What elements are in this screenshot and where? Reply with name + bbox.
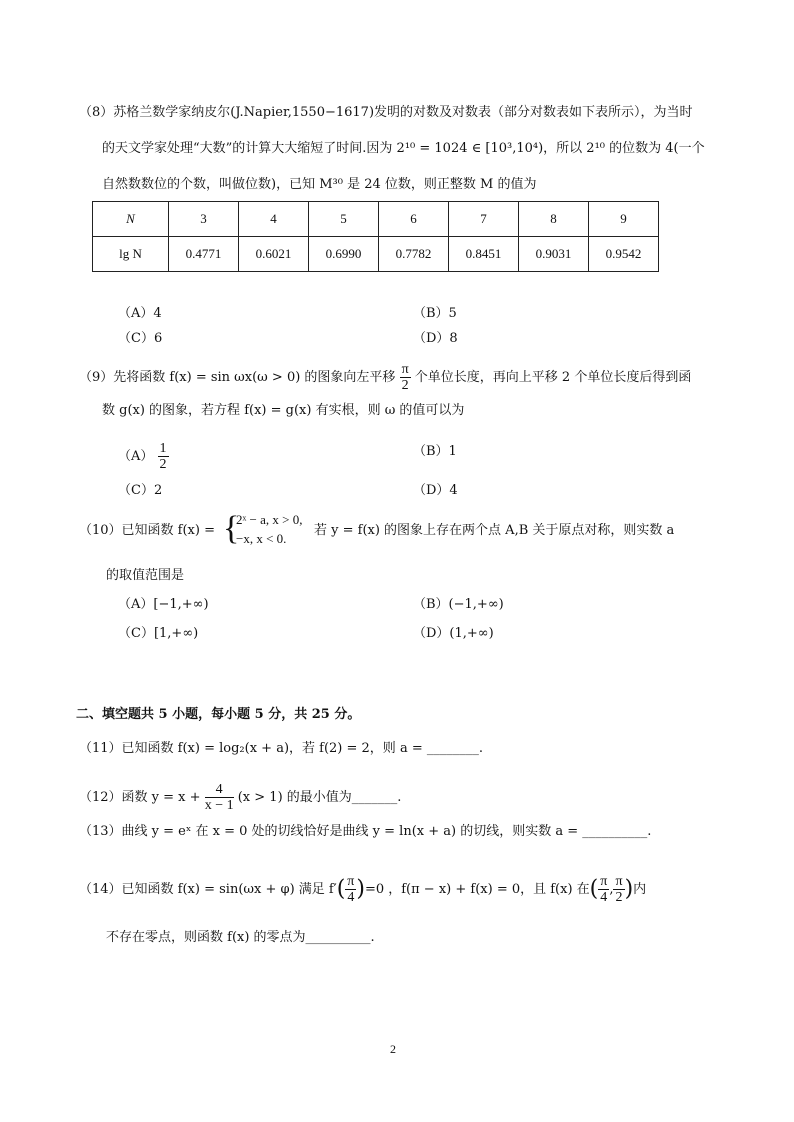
q10-case1: 2ˣ − a, x > 0,: [236, 512, 303, 527]
fraction-numerator: 4: [205, 782, 234, 798]
q14-line1: （14）已知函数 f(x) = sin(ωx + φ) 满足 f′( $\frac{\pi}{4}$ )=0 ，f(π − x) + f(x) = 0，且 f(x) 在( $\frac{\pi}{4}$ , $\frac{\pi}{2}$ )内: [79, 874, 647, 905]
table-cell: 4: [239, 202, 309, 237]
q9-text-a: （9）先将函数 f(x) = sin ωx(ω > 0) 的图象向左平移: [79, 370, 396, 385]
q10-case2: −x, x < 0.: [236, 531, 287, 546]
table-cell: N: [93, 202, 169, 237]
q8-option-b: （B）5: [413, 306, 457, 321]
table-cell: 0.6990: [309, 237, 379, 272]
table-row: [93, 202, 659, 237]
table-cell: 7: [449, 202, 519, 237]
q10-line2: 的取值范围是: [106, 568, 185, 583]
fraction-numerator: π: [347, 874, 355, 889]
table-cell: 9: [589, 202, 659, 237]
q10-option-d: （D）(1,+∞): [413, 626, 494, 641]
q10-option-c: （C）[1,+∞): [118, 626, 199, 641]
fraction-numerator: π: [401, 362, 409, 377]
table-cell: 0.6021: [239, 237, 309, 272]
q8-line3: 自然数数位的个数，叫做位数)，已知 M³⁰ 是 24 位数，则正整数 M 的值为: [102, 177, 537, 192]
q14-fraction-3: [613, 874, 624, 905]
fraction-denominator: 2: [401, 378, 409, 393]
q9-option-a: [118, 441, 169, 472]
page-number: 2: [390, 1042, 396, 1056]
q12-fraction: [205, 782, 234, 813]
q14-line2: 不存在零点，则函数 f(x) 的零点为__________.: [106, 930, 375, 945]
paren-right: ): [624, 876, 634, 902]
table-cell: 0.4771: [169, 237, 239, 272]
q12: [79, 782, 401, 813]
q8-option-a: （A）4: [118, 306, 162, 321]
table-cell: 6: [379, 202, 449, 237]
q9-fraction: [400, 362, 411, 393]
q8-line1: （8）苏格兰数学家纳皮尔(J.Napier,1550−1617)发明的对数及对数表（部分对数表如下表所示），为当时: [79, 105, 693, 120]
table-cell: 0.9542: [589, 237, 659, 272]
piecewise-brace: {: [223, 510, 240, 547]
log-table: [92, 201, 659, 272]
paren-right: ): [356, 876, 365, 902]
q8-line2: 的天文学家处理“大数”的计算大大缩短了时间.因为 2¹⁰ = 1024 ∈ [10³,10⁴)，所以 2¹⁰ 的位数为 4(一个: [102, 141, 705, 156]
table-cell: 3: [169, 202, 239, 237]
q9-option-d: （D）4: [413, 483, 458, 498]
q9-option-a-fraction: [158, 441, 169, 472]
table-cell: 0.7782: [379, 237, 449, 272]
q14-text-a: （14）已知函数 f(x) = sin(ωx + φ) 满足 f′: [79, 882, 337, 897]
table-cell: 0.9031: [519, 237, 589, 272]
fraction-denominator: 4: [600, 890, 608, 905]
fraction-numerator: π: [600, 874, 608, 889]
q11: （11）已知函数 f(x) = log₂(x + a)，若 f(2) = 2，则 a = ________.: [79, 741, 483, 756]
table-row: [93, 237, 659, 272]
paren-left: (: [589, 876, 599, 902]
q10-option-b: （B）(−1,+∞): [413, 597, 504, 612]
q9-option-c: （C）2: [118, 483, 163, 498]
fraction-denominator: 2: [159, 457, 167, 472]
fraction-numerator: 1: [159, 441, 167, 456]
table-cell: 0.8451: [449, 237, 519, 272]
fraction-denominator: x − 1: [204, 798, 234, 813]
table-cell: 8: [519, 202, 589, 237]
table-cell: lg N: [93, 237, 169, 272]
q8-option-d: （D）8: [413, 331, 458, 346]
q12-text-a: （12）函数 y = x +: [79, 790, 201, 805]
fraction-denominator: 4: [347, 890, 355, 905]
q9-option-b: （B）1: [413, 444, 457, 459]
q9-option-a-label: （A）: [118, 449, 154, 464]
q14-text-b: =0 ，f(π − x) + f(x) = 0，且 f(x) 在: [364, 882, 590, 897]
q9-text-b: 个单位长度，再向上平移 2 个单位长度后得到函: [414, 370, 692, 385]
fraction-denominator: 2: [615, 890, 623, 905]
q10-text-a: （10）已知函数 f(x) =: [79, 523, 215, 538]
q14-fraction-2: [598, 874, 609, 905]
section-heading: 二、填空题共 5 小题，每小题 5 分，共 25 分。: [76, 707, 361, 722]
q12-text-b: (x > 1) 的最小值为_______.: [237, 790, 402, 805]
q14-text-c: 内: [633, 882, 647, 897]
q9-line1: [79, 362, 691, 393]
q14-fraction-1: [345, 874, 356, 905]
fraction-numerator: π: [615, 874, 623, 889]
q10-option-a: （A）[−1,+∞): [118, 597, 209, 612]
q9-line2: 数 g(x) 的图象，若方程 f(x) = g(x) 有实根，则 ω 的值可以为: [102, 403, 465, 418]
q8-option-c: （C）6: [118, 331, 163, 346]
q10-text-b: 若 y = f(x) 的图象上存在两个点 A,B 关于原点对称，则实数 a: [314, 523, 675, 538]
paren-left: (: [336, 876, 346, 902]
q13: （13）曲线 y = eˣ 在 x = 0 处的切线恰好是曲线 y = ln(x + a) 的切线，则实数 a = __________.: [79, 824, 652, 839]
table-cell: 5: [309, 202, 379, 237]
